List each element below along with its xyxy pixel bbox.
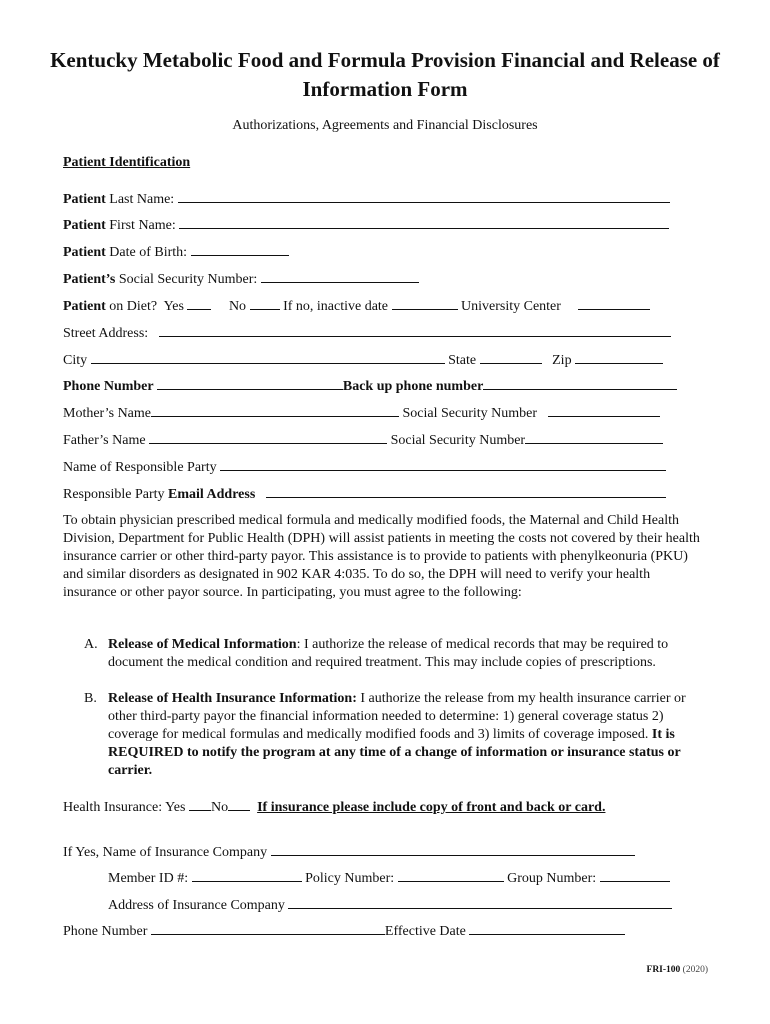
list-item-text: : I authorize the release of medical records that may be required to document the medical condition and required treatment. This may include copies of prescriptions. (108, 637, 669, 670)
father-row (63, 431, 663, 450)
intro-paragraph: To obtain physician prescribed medical formula and medically modified foods, the Maternal and Child Health Division, Department for Public Health (DPH) will assist patients in meeting the costs not covered by their health insurance carrier or other third-party payor. This assistance is to provide to patients with phenylkeonuria (PKU) and similar disorders as designated in 902 KAR 4:035. To do so, the DPH will need to verify your health insurance or other payor source. In participating, you must agree to the following: (63, 513, 700, 600)
mother-ssn-label: Social Security Number (402, 406, 538, 421)
insurance-no-label: No (210, 800, 229, 815)
dob-row (63, 243, 289, 262)
father-name-label: Father’s Name (63, 433, 146, 448)
list-item-letter: A. (84, 637, 98, 652)
phone-field[interactable] (157, 377, 343, 390)
diet-yes-field[interactable] (187, 297, 211, 310)
policy-number-label: Policy Number: (305, 871, 395, 886)
father-name-field[interactable] (149, 431, 387, 444)
responsible-email-field[interactable] (266, 485, 666, 498)
member-id-label: Member ID #: (108, 871, 189, 886)
diet-row (63, 297, 650, 316)
insurance-yes-field[interactable] (189, 798, 211, 811)
insurance-address-label: Address of Insurance Company (108, 898, 285, 913)
list-item-text: I authorize the release from my health insurance carrier or other third-party payor the financial information needed to determine: 1) general coverage status 2) coverage for medical formulas and medically modified foods and 3) limits of coverage imposed. (108, 691, 686, 742)
field-label: Last Name: (105, 192, 175, 207)
first-name-field[interactable] (179, 216, 669, 229)
father-ssn-field[interactable] (525, 431, 663, 444)
university-center-field[interactable] (578, 297, 650, 310)
backup-phone-label: Back up phone number (342, 379, 484, 394)
resp-email-prefix: Responsible Party (63, 487, 168, 502)
zip-label: Zip (552, 353, 572, 368)
field-label: Date of Birth: (105, 245, 188, 260)
member-id-field[interactable] (192, 869, 302, 882)
insurance-phone-field[interactable] (151, 922, 385, 935)
effective-date-field[interactable] (469, 922, 625, 935)
mother-ssn-field[interactable] (548, 404, 660, 417)
resp-email-label: Email Address (168, 487, 256, 502)
insurance-yes-label: Health Insurance: Yes (63, 800, 186, 815)
street-row (63, 324, 671, 343)
last-name-row (63, 190, 670, 209)
insurance-phone-label: Phone Number (63, 924, 148, 939)
state-field[interactable] (480, 351, 542, 364)
form-code (647, 965, 708, 975)
mother-row (63, 404, 660, 423)
member-row (108, 869, 670, 888)
effective-date-label: Effective Date (384, 924, 466, 939)
phone-row (63, 377, 677, 396)
insurance-phone-row (63, 922, 625, 941)
form-subtitle: Authorizations, Agreements and Financial Disclosures (232, 118, 538, 133)
backup-phone-field[interactable] (483, 377, 677, 390)
list-item-heading: Release of Medical Information (108, 637, 297, 652)
street-field[interactable] (159, 324, 671, 337)
responsible-row (63, 458, 666, 477)
policy-number-field[interactable] (398, 869, 504, 882)
ssn-row (63, 270, 419, 289)
section-heading: Patient Identification (63, 155, 191, 170)
responsible-party-label: Name of Responsible Party (63, 460, 217, 475)
insurance-note: If insurance please include copy of front and back or card. (257, 800, 606, 815)
insurance-company-row (63, 843, 635, 862)
first-name-row (63, 216, 669, 235)
state-label: State (448, 353, 477, 368)
responsible-email-row (63, 485, 666, 504)
diet-yes-label: on Diet? Yes (105, 299, 184, 314)
zip-field[interactable] (575, 351, 663, 364)
street-label: Street Address: (63, 326, 149, 341)
phone-label: Phone Number (63, 379, 154, 394)
group-number-label: Group Number: (507, 871, 597, 886)
list-item-heading: Release of Health Insurance Information: (108, 691, 357, 706)
insurance-no-field[interactable] (228, 798, 250, 811)
health-insurance-row (63, 798, 605, 817)
field-label: First Name: (105, 218, 176, 233)
insurance-address-field[interactable] (288, 896, 672, 909)
group-number-field[interactable] (600, 869, 670, 882)
inactive-date-label: If no, inactive date (283, 299, 389, 314)
insurance-company-field[interactable] (271, 843, 635, 856)
list-item (84, 636, 704, 672)
form-code-id: FRI-100 (646, 965, 681, 975)
dob-field[interactable] (191, 243, 289, 256)
field-label-bold: Patient (63, 299, 106, 314)
field-label-bold: Patient (63, 245, 106, 260)
ssn-field[interactable] (261, 270, 419, 283)
city-row (63, 351, 663, 370)
field-label-bold: Patient (63, 218, 106, 233)
field-label-bold: Patient (63, 192, 106, 207)
list-item (84, 690, 704, 780)
university-center-label: University Center (461, 299, 561, 314)
field-label: Social Security Number: (115, 272, 258, 287)
mother-name-label: Mother’s Name (63, 406, 151, 421)
form-code-year: (2020) (682, 965, 708, 975)
last-name-field[interactable] (178, 190, 670, 203)
city-label: City (63, 353, 88, 368)
field-label-bold: Patient’s (63, 272, 116, 287)
inactive-date-field[interactable] (392, 297, 458, 310)
list-item-bold-tail: It is REQUIRED to notify the program at any time of a change of information or insurance status or carrier. (108, 727, 681, 778)
city-field[interactable] (91, 351, 445, 364)
diet-no-label: No (228, 299, 247, 314)
form-title: Kentucky Metabolic Food and Formula Provision Financial and Release of Information Form (50, 48, 720, 101)
insurance-company-label: If Yes, Name of Insurance Company (63, 845, 268, 860)
responsible-party-field[interactable] (220, 458, 666, 471)
list-item-letter: B. (84, 691, 97, 706)
mother-name-field[interactable] (151, 404, 399, 417)
insurance-address-row (108, 896, 672, 915)
father-ssn-label: Social Security Number (390, 433, 526, 448)
diet-no-field[interactable] (250, 297, 280, 310)
